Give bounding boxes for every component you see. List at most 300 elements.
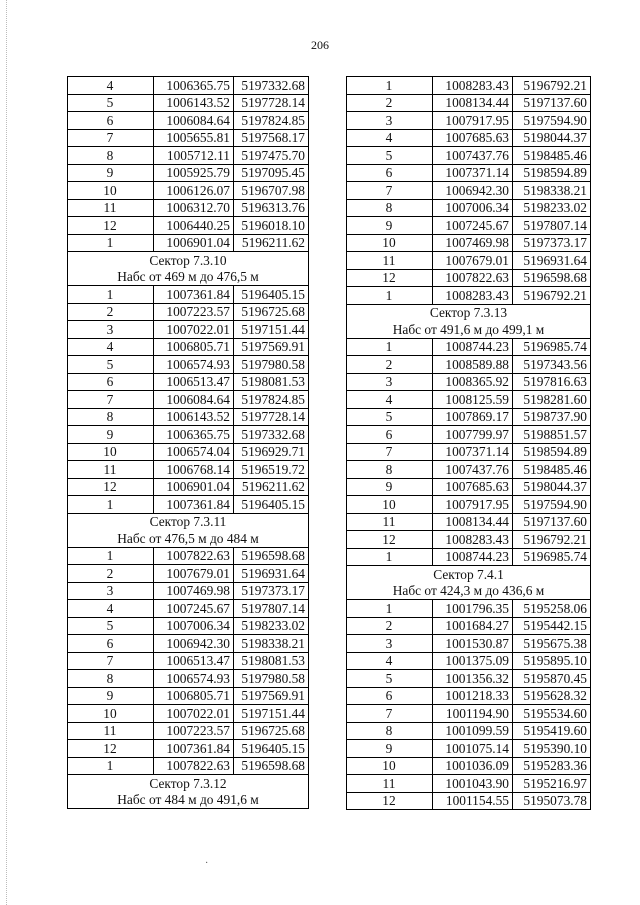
table-row xyxy=(68,635,309,653)
y-coordinate-cell: 5197980.58 xyxy=(234,670,309,688)
table-row xyxy=(347,77,591,95)
point-number-cell: 2 xyxy=(68,565,154,583)
point-number-cell: 9 xyxy=(68,426,154,444)
sector-title: Сектор 7.3.13 xyxy=(347,304,591,321)
y-coordinate-cell: 5197332.68 xyxy=(234,77,309,95)
point-number-cell: 5 xyxy=(347,147,433,165)
point-number-cell: 3 xyxy=(68,321,154,339)
sector-depth-row xyxy=(347,583,591,600)
point-number-cell: 10 xyxy=(347,234,433,252)
y-coordinate-cell: 5198233.02 xyxy=(234,617,309,635)
point-number-cell: 11 xyxy=(347,513,433,531)
table-row xyxy=(68,461,309,479)
y-coordinate-cell: 5197137.60 xyxy=(513,94,591,112)
x-coordinate-cell: 1001796.35 xyxy=(433,600,513,618)
x-coordinate-cell: 1001356.32 xyxy=(433,670,513,688)
sector-title-row xyxy=(347,566,591,583)
x-coordinate-cell: 1007022.01 xyxy=(154,705,234,723)
y-coordinate-cell: 5196598.68 xyxy=(234,547,309,565)
table-row xyxy=(347,164,591,182)
point-number-cell: 8 xyxy=(347,199,433,217)
point-number-cell: 9 xyxy=(347,217,433,235)
y-coordinate-cell: 5197728.14 xyxy=(234,408,309,426)
y-coordinate-cell: 5196725.68 xyxy=(234,722,309,740)
table-row xyxy=(347,391,591,409)
x-coordinate-cell: 1006574.04 xyxy=(154,443,234,461)
x-coordinate-cell: 1006084.64 xyxy=(154,112,234,130)
x-coordinate-cell: 1006513.47 xyxy=(154,652,234,670)
table-row xyxy=(68,582,309,600)
page-number: 206 xyxy=(311,38,329,52)
x-coordinate-cell: 1007469.98 xyxy=(154,582,234,600)
x-coordinate-cell: 1008283.43 xyxy=(433,287,513,305)
right-table-body xyxy=(347,77,591,810)
y-coordinate-cell: 5197373.17 xyxy=(513,234,591,252)
table-row xyxy=(68,217,309,235)
sector-depth-range: Набс от 476,5 м до 484 м xyxy=(68,530,309,547)
y-coordinate-cell: 5198338.21 xyxy=(234,635,309,653)
y-coordinate-cell: 5197343.56 xyxy=(513,356,591,374)
point-number-cell: 12 xyxy=(68,740,154,758)
x-coordinate-cell: 1001530.87 xyxy=(433,635,513,653)
table-row xyxy=(68,391,309,409)
x-coordinate-cell: 1007022.01 xyxy=(154,321,234,339)
point-number-cell: 7 xyxy=(347,705,433,723)
x-coordinate-cell: 1007245.67 xyxy=(154,600,234,618)
point-number-cell: 2 xyxy=(68,303,154,321)
table-row xyxy=(347,635,591,653)
x-coordinate-cell: 1007006.34 xyxy=(433,199,513,217)
table-row xyxy=(68,373,309,391)
x-coordinate-cell: 1001684.27 xyxy=(433,617,513,635)
table-row xyxy=(347,147,591,165)
sector-depth-row xyxy=(68,530,309,547)
x-coordinate-cell: 1006143.52 xyxy=(154,94,234,112)
x-coordinate-cell: 1007822.63 xyxy=(154,757,234,775)
y-coordinate-cell: 5197807.14 xyxy=(234,600,309,618)
point-number-cell: 8 xyxy=(68,408,154,426)
point-number-cell: 1 xyxy=(347,338,433,356)
x-coordinate-cell: 1007917.95 xyxy=(433,112,513,130)
y-coordinate-cell: 5197824.85 xyxy=(234,112,309,130)
x-coordinate-cell: 1008125.59 xyxy=(433,391,513,409)
sector-title: Сектор 7.3.11 xyxy=(68,513,309,530)
y-coordinate-cell: 5196725.68 xyxy=(234,303,309,321)
table-row xyxy=(347,600,591,618)
sector-title: Сектор 7.3.12 xyxy=(68,775,309,792)
x-coordinate-cell: 1006084.64 xyxy=(154,391,234,409)
point-number-cell: 4 xyxy=(68,77,154,95)
x-coordinate-cell: 1006574.93 xyxy=(154,356,234,374)
x-coordinate-cell: 1007685.63 xyxy=(433,129,513,147)
x-coordinate-cell: 1007437.76 xyxy=(433,147,513,165)
y-coordinate-cell: 5198338.21 xyxy=(513,182,591,200)
point-number-cell: 5 xyxy=(347,670,433,688)
y-coordinate-cell: 5196792.21 xyxy=(513,287,591,305)
table-row xyxy=(68,565,309,583)
x-coordinate-cell: 1007679.01 xyxy=(433,252,513,270)
x-coordinate-cell: 1006805.71 xyxy=(154,687,234,705)
table-row xyxy=(347,478,591,496)
y-coordinate-cell: 5197816.63 xyxy=(513,373,591,391)
x-coordinate-cell: 1006805.71 xyxy=(154,338,234,356)
point-number-cell: 5 xyxy=(347,408,433,426)
point-number-cell: 6 xyxy=(347,687,433,705)
y-coordinate-cell: 5197568.17 xyxy=(234,129,309,147)
point-number-cell: 1 xyxy=(347,548,433,566)
right-coordinate-table xyxy=(346,76,591,810)
y-coordinate-cell: 5195390.10 xyxy=(513,740,591,758)
table-row xyxy=(347,740,591,758)
table-row xyxy=(347,513,591,531)
point-number-cell: 5 xyxy=(68,617,154,635)
x-coordinate-cell: 1006942.30 xyxy=(433,182,513,200)
sector-depth-row xyxy=(347,321,591,338)
x-coordinate-cell: 1001375.09 xyxy=(433,652,513,670)
point-number-cell: 4 xyxy=(347,391,433,409)
y-coordinate-cell: 5196405.15 xyxy=(234,286,309,304)
x-coordinate-cell: 1006901.04 xyxy=(154,234,234,252)
y-coordinate-cell: 5195628.32 xyxy=(513,687,591,705)
table-row xyxy=(68,408,309,426)
sector-depth-range: Набс от 469 м до 476,5 м xyxy=(68,269,309,286)
x-coordinate-cell: 1006126.07 xyxy=(154,182,234,200)
left-table-body xyxy=(68,77,309,809)
x-coordinate-cell: 1008134.44 xyxy=(433,94,513,112)
x-coordinate-cell: 1001218.33 xyxy=(433,687,513,705)
y-coordinate-cell: 5197594.90 xyxy=(513,112,591,130)
table-row xyxy=(68,112,309,130)
table-row xyxy=(68,303,309,321)
point-number-cell: 7 xyxy=(68,391,154,409)
point-number-cell: 3 xyxy=(68,582,154,600)
x-coordinate-cell: 1007679.01 xyxy=(154,565,234,583)
y-coordinate-cell: 5196931.64 xyxy=(513,252,591,270)
y-coordinate-cell: 5195675.38 xyxy=(513,635,591,653)
y-coordinate-cell: 5195442.15 xyxy=(513,617,591,635)
y-coordinate-cell: 5196313.76 xyxy=(234,199,309,217)
sector-depth-row xyxy=(68,792,309,809)
x-coordinate-cell: 1006901.04 xyxy=(154,478,234,496)
y-coordinate-cell: 5196405.15 xyxy=(234,740,309,758)
y-coordinate-cell: 5198233.02 xyxy=(513,199,591,217)
x-coordinate-cell: 1001194.90 xyxy=(433,705,513,723)
x-coordinate-cell: 1006942.30 xyxy=(154,635,234,653)
x-coordinate-cell: 1005712.11 xyxy=(154,147,234,165)
point-number-cell: 2 xyxy=(347,617,433,635)
table-row xyxy=(68,687,309,705)
x-coordinate-cell: 1007917.95 xyxy=(433,496,513,514)
point-number-cell: 7 xyxy=(68,652,154,670)
table-row xyxy=(347,705,591,723)
x-coordinate-cell: 1007799.97 xyxy=(433,426,513,444)
scan-mark: · xyxy=(205,858,209,869)
x-coordinate-cell: 1008744.23 xyxy=(433,338,513,356)
x-coordinate-cell: 1001154.55 xyxy=(433,792,513,810)
table-row xyxy=(68,652,309,670)
table-row xyxy=(347,670,591,688)
table-row xyxy=(68,496,309,514)
point-number-cell: 10 xyxy=(68,443,154,461)
y-coordinate-cell: 5196018.10 xyxy=(234,217,309,235)
point-number-cell: 12 xyxy=(347,792,433,810)
x-coordinate-cell: 1008134.44 xyxy=(433,513,513,531)
y-coordinate-cell: 5197332.68 xyxy=(234,426,309,444)
y-coordinate-cell: 5196519.72 xyxy=(234,461,309,479)
table-row xyxy=(68,547,309,565)
y-coordinate-cell: 5196792.21 xyxy=(513,531,591,549)
point-number-cell: 10 xyxy=(68,182,154,200)
point-number-cell: 4 xyxy=(347,129,433,147)
table-row xyxy=(68,600,309,618)
point-number-cell: 11 xyxy=(347,252,433,270)
x-coordinate-cell: 1006365.75 xyxy=(154,426,234,444)
table-row xyxy=(347,617,591,635)
y-coordinate-cell: 5195073.78 xyxy=(513,792,591,810)
table-row xyxy=(347,722,591,740)
table-row xyxy=(347,94,591,112)
x-coordinate-cell: 1008589.88 xyxy=(433,356,513,374)
table-row xyxy=(68,705,309,723)
point-number-cell: 12 xyxy=(347,531,433,549)
point-number-cell: 7 xyxy=(68,129,154,147)
table-row xyxy=(347,252,591,270)
table-row xyxy=(68,94,309,112)
point-number-cell: 12 xyxy=(68,217,154,235)
sector-depth-range: Набс от 491,6 м до 499,1 м xyxy=(347,321,591,338)
point-number-cell: 9 xyxy=(68,164,154,182)
point-number-cell: 11 xyxy=(68,461,154,479)
table-row xyxy=(68,129,309,147)
point-number-cell: 5 xyxy=(68,356,154,374)
table-row xyxy=(347,112,591,130)
x-coordinate-cell: 1006312.70 xyxy=(154,199,234,217)
point-number-cell: 6 xyxy=(68,373,154,391)
point-number-cell: 1 xyxy=(68,496,154,514)
y-coordinate-cell: 5196211.62 xyxy=(234,478,309,496)
x-coordinate-cell: 1008744.23 xyxy=(433,548,513,566)
table-row xyxy=(68,670,309,688)
x-coordinate-cell: 1008283.43 xyxy=(433,531,513,549)
table-row xyxy=(68,77,309,95)
y-coordinate-cell: 5197151.44 xyxy=(234,705,309,723)
x-coordinate-cell: 1007245.67 xyxy=(433,217,513,235)
x-coordinate-cell: 1006440.25 xyxy=(154,217,234,235)
point-number-cell: 1 xyxy=(68,286,154,304)
table-row xyxy=(347,757,591,775)
table-row xyxy=(347,373,591,391)
y-coordinate-cell: 5198044.37 xyxy=(513,129,591,147)
y-coordinate-cell: 5197151.44 xyxy=(234,321,309,339)
x-coordinate-cell: 1007361.84 xyxy=(154,286,234,304)
sector-title: Сектор 7.4.1 xyxy=(347,566,591,583)
sector-title-row xyxy=(347,304,591,321)
point-number-cell: 2 xyxy=(347,356,433,374)
point-number-cell: 7 xyxy=(347,443,433,461)
table-row xyxy=(68,338,309,356)
point-number-cell: 4 xyxy=(347,652,433,670)
point-number-cell: 4 xyxy=(68,338,154,356)
point-number-cell: 7 xyxy=(347,182,433,200)
sector-title: Сектор 7.3.10 xyxy=(68,252,309,269)
point-number-cell: 10 xyxy=(347,757,433,775)
y-coordinate-cell: 5196985.74 xyxy=(513,548,591,566)
table-row xyxy=(347,182,591,200)
y-coordinate-cell: 5197824.85 xyxy=(234,391,309,409)
table-row xyxy=(68,426,309,444)
point-number-cell: 1 xyxy=(68,757,154,775)
x-coordinate-cell: 1001099.59 xyxy=(433,722,513,740)
table-row xyxy=(347,234,591,252)
table-row xyxy=(347,217,591,235)
y-coordinate-cell: 5197569.91 xyxy=(234,338,309,356)
point-number-cell: 8 xyxy=(68,670,154,688)
table-row xyxy=(347,652,591,670)
y-coordinate-cell: 5197137.60 xyxy=(513,513,591,531)
y-coordinate-cell: 5197728.14 xyxy=(234,94,309,112)
x-coordinate-cell: 1007869.17 xyxy=(433,408,513,426)
point-number-cell: 9 xyxy=(68,687,154,705)
y-coordinate-cell: 5196929.71 xyxy=(234,443,309,461)
table-row xyxy=(347,287,591,305)
y-coordinate-cell: 5196598.68 xyxy=(513,269,591,287)
point-number-cell: 8 xyxy=(347,461,433,479)
point-number-cell: 1 xyxy=(68,234,154,252)
x-coordinate-cell: 1006574.93 xyxy=(154,670,234,688)
y-coordinate-cell: 5198281.60 xyxy=(513,391,591,409)
table-row xyxy=(347,496,591,514)
y-coordinate-cell: 5198485.46 xyxy=(513,461,591,479)
table-row xyxy=(347,548,591,566)
y-coordinate-cell: 5198485.46 xyxy=(513,147,591,165)
sector-title-row xyxy=(68,775,309,792)
y-coordinate-cell: 5198081.53 xyxy=(234,652,309,670)
sector-title-row xyxy=(68,513,309,530)
x-coordinate-cell: 1001043.90 xyxy=(433,775,513,793)
y-coordinate-cell: 5195895.10 xyxy=(513,652,591,670)
table-row xyxy=(68,199,309,217)
point-number-cell: 9 xyxy=(347,478,433,496)
table-row xyxy=(68,321,309,339)
point-number-cell: 6 xyxy=(68,635,154,653)
table-row xyxy=(68,234,309,252)
x-coordinate-cell: 1007685.63 xyxy=(433,478,513,496)
table-row xyxy=(347,775,591,793)
table-row xyxy=(68,147,309,165)
point-number-cell: 8 xyxy=(347,722,433,740)
table-row xyxy=(68,722,309,740)
sector-depth-row xyxy=(68,269,309,286)
x-coordinate-cell: 1008283.43 xyxy=(433,77,513,95)
x-coordinate-cell: 1006513.47 xyxy=(154,373,234,391)
point-number-cell: 1 xyxy=(347,600,433,618)
point-number-cell: 12 xyxy=(68,478,154,496)
x-coordinate-cell: 1007371.14 xyxy=(433,164,513,182)
y-coordinate-cell: 5196931.64 xyxy=(234,565,309,583)
x-coordinate-cell: 1007371.14 xyxy=(433,443,513,461)
table-row xyxy=(347,269,591,287)
point-number-cell: 6 xyxy=(347,164,433,182)
y-coordinate-cell: 5198594.89 xyxy=(513,164,591,182)
y-coordinate-cell: 5197807.14 xyxy=(513,217,591,235)
point-number-cell: 6 xyxy=(347,426,433,444)
y-coordinate-cell: 5195283.36 xyxy=(513,757,591,775)
y-coordinate-cell: 5196792.21 xyxy=(513,77,591,95)
y-coordinate-cell: 5198851.57 xyxy=(513,426,591,444)
y-coordinate-cell: 5198044.37 xyxy=(513,478,591,496)
table-row xyxy=(68,757,309,775)
x-coordinate-cell: 1007469.98 xyxy=(433,234,513,252)
point-number-cell: 1 xyxy=(68,547,154,565)
point-number-cell: 11 xyxy=(68,722,154,740)
table-row xyxy=(347,338,591,356)
point-number-cell: 1 xyxy=(347,287,433,305)
table-row xyxy=(347,443,591,461)
y-coordinate-cell: 5196707.98 xyxy=(234,182,309,200)
y-coordinate-cell: 5197373.17 xyxy=(234,582,309,600)
table-row xyxy=(68,356,309,374)
table-row xyxy=(68,182,309,200)
y-coordinate-cell: 5197095.45 xyxy=(234,164,309,182)
y-coordinate-cell: 5196211.62 xyxy=(234,234,309,252)
point-number-cell: 8 xyxy=(68,147,154,165)
table-row xyxy=(68,164,309,182)
table-row xyxy=(347,531,591,549)
point-number-cell: 3 xyxy=(347,635,433,653)
x-coordinate-cell: 1007437.76 xyxy=(433,461,513,479)
table-row xyxy=(68,443,309,461)
y-coordinate-cell: 5198594.89 xyxy=(513,443,591,461)
x-coordinate-cell: 1007223.57 xyxy=(154,303,234,321)
y-coordinate-cell: 5196985.74 xyxy=(513,338,591,356)
y-coordinate-cell: 5195419.60 xyxy=(513,722,591,740)
binding-edge xyxy=(0,0,7,905)
y-coordinate-cell: 5197569.91 xyxy=(234,687,309,705)
point-number-cell: 10 xyxy=(68,705,154,723)
y-coordinate-cell: 5197980.58 xyxy=(234,356,309,374)
x-coordinate-cell: 1007361.84 xyxy=(154,740,234,758)
table-row xyxy=(347,687,591,705)
table-row xyxy=(347,461,591,479)
point-number-cell: 6 xyxy=(68,112,154,130)
table-row xyxy=(347,199,591,217)
point-number-cell: 10 xyxy=(347,496,433,514)
point-number-cell: 11 xyxy=(68,199,154,217)
x-coordinate-cell: 1006143.52 xyxy=(154,408,234,426)
y-coordinate-cell: 5198737.90 xyxy=(513,408,591,426)
x-coordinate-cell: 1005655.81 xyxy=(154,129,234,147)
y-coordinate-cell: 5197594.90 xyxy=(513,496,591,514)
x-coordinate-cell: 1007822.63 xyxy=(433,269,513,287)
sector-depth-range: Набс от 424,3 м до 436,6 м xyxy=(347,583,591,600)
y-coordinate-cell: 5195870.45 xyxy=(513,670,591,688)
left-coordinate-table xyxy=(67,76,309,809)
x-coordinate-cell: 1001075.14 xyxy=(433,740,513,758)
y-coordinate-cell: 5197475.70 xyxy=(234,147,309,165)
x-coordinate-cell: 1007822.63 xyxy=(154,547,234,565)
table-row xyxy=(68,478,309,496)
x-coordinate-cell: 1007223.57 xyxy=(154,722,234,740)
point-number-cell: 11 xyxy=(347,775,433,793)
point-number-cell: 9 xyxy=(347,740,433,758)
point-number-cell: 4 xyxy=(68,600,154,618)
y-coordinate-cell: 5196598.68 xyxy=(234,757,309,775)
x-coordinate-cell: 1001036.09 xyxy=(433,757,513,775)
table-row xyxy=(347,408,591,426)
x-coordinate-cell: 1007361.84 xyxy=(154,496,234,514)
table-row xyxy=(347,792,591,810)
table-row xyxy=(68,740,309,758)
